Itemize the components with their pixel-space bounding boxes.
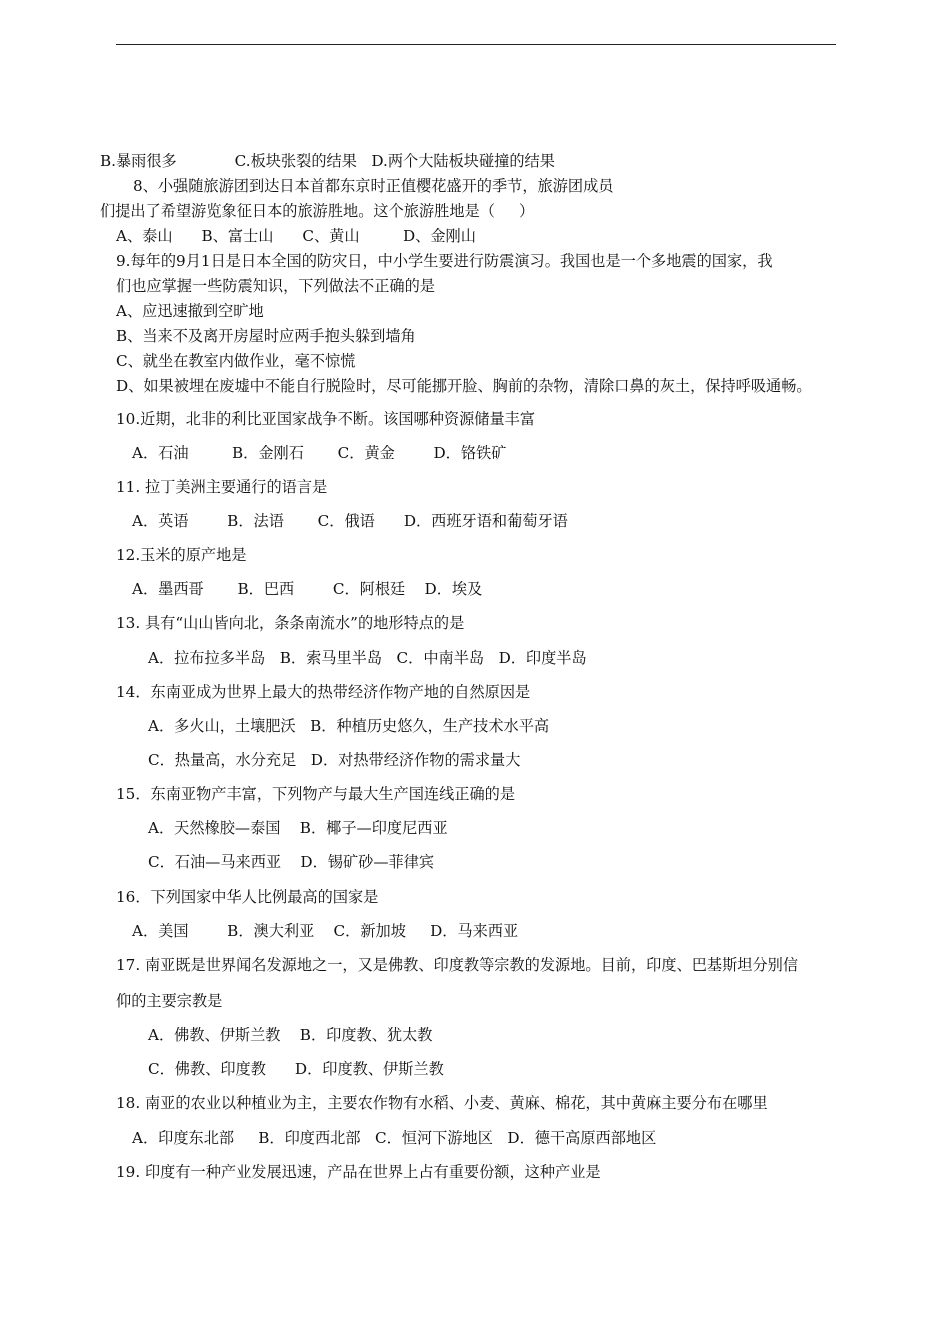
text-line: 11. 拉丁美洲主要通行的语言是 [116, 478, 328, 496]
text-line: 们也应掌握一些防震知识，下列做法不正确的是 [116, 277, 435, 295]
text-line: 10.近期，北非的利比亚国家战争不断。该国哪种资源储量丰富 [116, 410, 536, 428]
text-line: 19. 印度有一种产业发展迅速，产品在世界上占有重要份额，这种产业是 [116, 1163, 601, 1181]
text-line: A．英语 B．法语 C．俄语 D．西班牙语和葡萄牙语 [132, 512, 568, 530]
text-line: D、如果被埋在废墟中不能自行脱险时，尽可能挪开脸、胸前的杂物，清除口鼻的灰土，保持呼吸通畅。 [116, 377, 812, 395]
text-line: C．热量高，水分充足 D．对热带经济作物的需求量大 [148, 751, 521, 769]
text-line: 16．下列国家中华人比例最高的国家是 [116, 888, 379, 906]
text-line: 8、小强随旅游团到达日本首都东京时正值樱花盛开的季节，旅游团成员 [133, 177, 614, 195]
text-line: C．佛教、印度教 D．印度教、伊斯兰教 [148, 1060, 444, 1078]
text-line: 12.玉米的原产地是 [116, 546, 247, 564]
text-line: 9.每年的9月1日是日本全国的防灾日，中小学生要进行防震演习。我国也是一个多地震的国家，我 [116, 252, 773, 270]
text-line: 们提出了希望游览象征日本的旅游胜地。这个旅游胜地是（ ） [100, 202, 535, 220]
text-line: 13. 具有“山山皆向北，条条南流水”的地形特点的是 [116, 614, 465, 632]
text-line: 18. 南亚的农业以种植业为主，主要农作物有水稻、小麦、黄麻、棉花，其中黄麻主要分布在哪里 [116, 1094, 768, 1112]
text-line: 14．东南亚成为世界上最大的热带经济作物产地的自然原因是 [116, 683, 531, 701]
text-line: A．拉布拉多半岛 B．索马里半岛 C．中南半岛 D．印度半岛 [148, 649, 587, 667]
text-line: A、应迅速撤到空旷地 [116, 302, 264, 320]
text-line: A．石油 B．金刚石 C．黄金 D．铬铁矿 [132, 444, 507, 462]
text-line: A．多火山，土壤肥沃 B．种植历史悠久，生产技术水平高 [148, 717, 550, 735]
text-line: C．石油—马来西亚 D．锡矿砂—菲律宾 [148, 853, 435, 871]
text-line: A、泰山 B、富士山 C、黄山 D、金刚山 [116, 227, 476, 245]
text-line: B.暴雨很多 C.板块张裂的结果 D.两个大陆板块碰撞的结果 [100, 152, 555, 170]
text-line: A．佛教、伊斯兰教 B．印度教、犹太教 [148, 1026, 433, 1044]
text-line: 仰的主要宗教是 [116, 992, 223, 1010]
text-line: A．印度东北部 B．印度西北部 C．恒河下游地区 D．德干高原西部地区 [132, 1129, 657, 1147]
text-line: A．墨西哥 B．巴西 C．阿根廷 D．埃及 [132, 580, 483, 598]
text-line: 15．东南亚物产丰富，下列物产与最大生产国连线正确的是 [116, 785, 516, 803]
text-line: A．天然橡胶—泰国 B．椰子—印度尼西亚 [148, 819, 448, 837]
text-line: B、当来不及离开房屋时应两手抱头躲到墙角 [116, 327, 416, 345]
text-line: C、就坐在教室内做作业，毫不惊慌 [116, 352, 356, 370]
text-line: 17. 南亚既是世界闻名发源地之一，又是佛教、印度教等宗教的发源地。目前，印度、巴基斯坦分别信 [116, 956, 799, 974]
header-rule [116, 44, 836, 45]
text-line: A．美国 B．澳大利亚 C．新加坡 D．马来西亚 [132, 922, 519, 940]
